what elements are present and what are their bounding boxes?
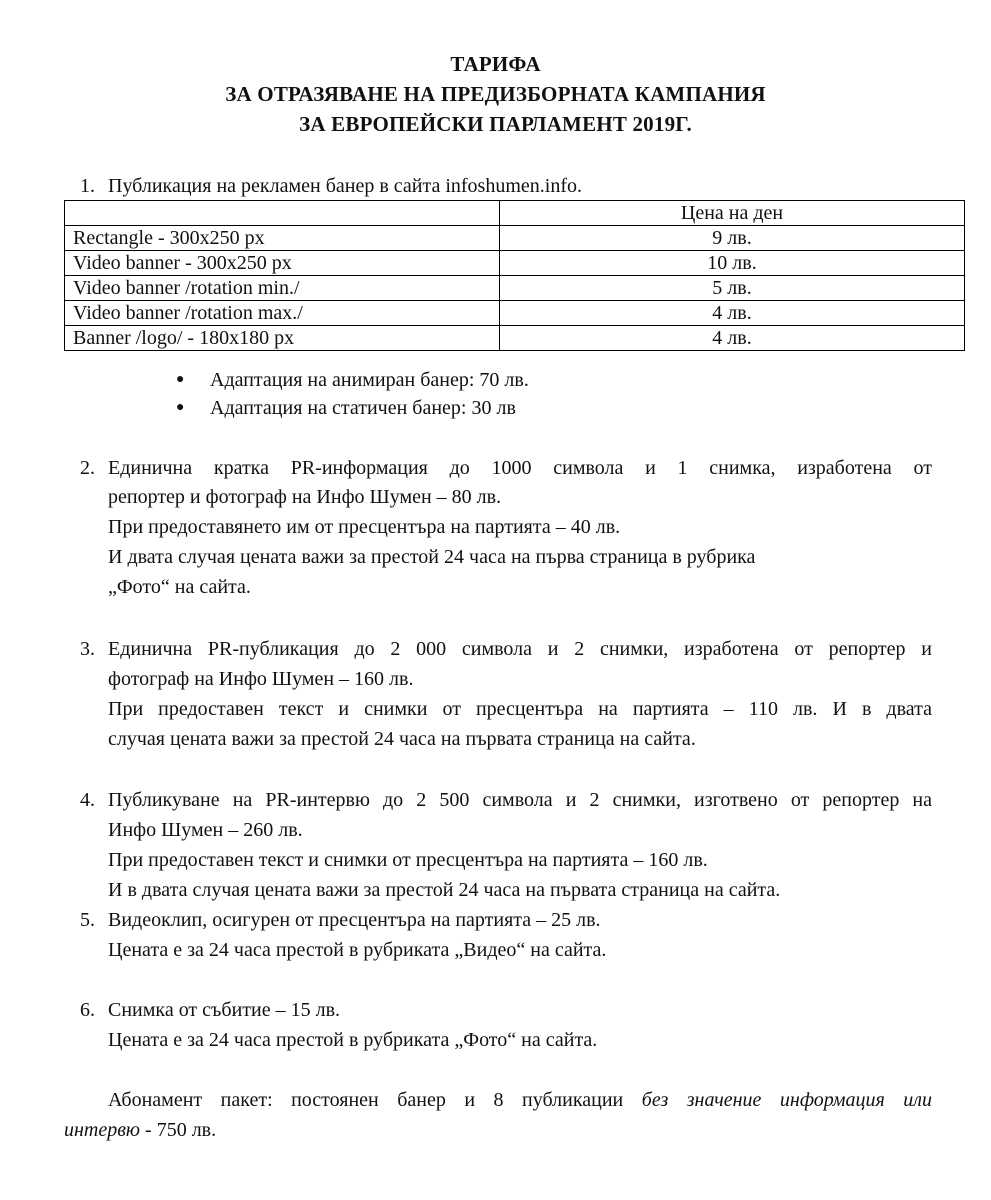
table-cell-name: Video banner /rotation min./ xyxy=(65,276,500,301)
item-5-line: Цената е за 24 часа престой в рубриката „Видео“ на сайта. xyxy=(108,939,607,961)
item-2-line: Единична кратка PR-информация до 1000 символа и 1 снимка, изработена от xyxy=(108,457,932,479)
subscription-text-italic: без значение информация или xyxy=(641,1089,933,1111)
item-4-line: Инфо Шумен – 260 лв. xyxy=(108,819,303,841)
bullet-item: Адаптация на статичен банер: 30 лв xyxy=(210,397,516,419)
item-number-3: 3. xyxy=(80,638,95,660)
price-table xyxy=(64,200,965,351)
table-cell-price: 5 лв. xyxy=(500,276,965,301)
bullet-icon: ● xyxy=(176,372,185,387)
item-number-4: 4. xyxy=(80,789,95,811)
table-cell-price: 4 лв. xyxy=(500,326,965,351)
table-cell-price: 9 лв. xyxy=(500,226,965,251)
item-3-line: При предоставен текст и снимки от пресцентъра на партията – 110 лв. И в двата xyxy=(108,698,932,720)
table-cell-name: Video banner - 300x250 px xyxy=(65,251,500,276)
subscription-price: - 750 лв. xyxy=(140,1119,217,1141)
item-2-line: репортер и фотограф на Инфо Шумен – 80 лв. xyxy=(108,486,502,508)
item-1-text: Публикация на рекламен банер в сайта infoshumen.info. xyxy=(108,175,582,197)
item-4-line: При предоставен текст и снимки от пресцентъра на партията – 160 лв. xyxy=(108,849,708,871)
item-4-line: Публикуване на PR-интервю до 2 500 символа и 2 снимки, изготвено от репортер на xyxy=(108,789,932,811)
subscription-text-italic: интервю xyxy=(64,1119,141,1141)
item-number-6: 6. xyxy=(80,999,95,1021)
subscription-line-1 xyxy=(108,1086,932,1114)
bullet-icon: ● xyxy=(176,400,185,415)
table-row xyxy=(65,226,965,251)
item-2-line: И двата случая цената важи за престой 24 часа на първа страница в рубрика xyxy=(108,546,756,568)
table-cell-name: Video banner /rotation max./ xyxy=(65,301,500,326)
item-6-line: Цената е за 24 часа престой в рубриката „Фото“ на сайта. xyxy=(108,1029,598,1051)
item-number-2: 2. xyxy=(80,457,95,479)
item-3-line: Единична PR-публикация до 2 000 символа и 2 снимки, изработена от репортер и xyxy=(108,638,932,660)
table-row xyxy=(65,301,965,326)
item-4-line: И в двата случая цената важи за престой 24 часа на първата страница на сайта. xyxy=(108,879,781,901)
item-3-line: случая цената важи за престой 24 часа на първата страница на сайта. xyxy=(108,728,696,750)
table-cell-price: 4 лв. xyxy=(500,301,965,326)
table-row xyxy=(65,276,965,301)
item-3-line: фотограф на Инфо Шумен – 160 лв. xyxy=(108,668,414,690)
table-header-row xyxy=(65,201,965,226)
item-2-line: При предоставянето им от пресцентъра на партията – 40 лв. xyxy=(108,516,621,538)
doc-subtitle-2: ЗА ЕВРОПЕЙСКИ ПАРЛАМЕНТ 2019Г. xyxy=(299,112,692,136)
item-number-1: 1. xyxy=(80,175,95,197)
bullet-item: Адаптация на анимиран банер: 70 лв. xyxy=(210,369,529,391)
subscription-text: Абонамент пакет: постоянен банер и 8 публикации xyxy=(108,1089,624,1111)
table-header-cell: Цена на ден xyxy=(500,201,965,226)
item-6-line: Снимка от събитие – 15 лв. xyxy=(108,999,341,1021)
doc-title: ТАРИФА xyxy=(450,52,541,76)
table-header-cell xyxy=(65,201,500,226)
item-5-line: Видеоклип, осигурен от пресцентъра на партията – 25 лв. xyxy=(108,909,601,931)
item-number-5: 5. xyxy=(80,909,95,931)
table-cell-name: Banner /logo/ - 180x180 px xyxy=(65,326,500,351)
table-row xyxy=(65,326,965,351)
subscription-line-2 xyxy=(64,1116,216,1144)
table-cell-name: Rectangle - 300x250 px xyxy=(65,226,500,251)
item-2-line: „Фото“ на сайта. xyxy=(108,576,251,598)
doc-subtitle-1: ЗА ОТРАЗЯВАНЕ НА ПРЕДИЗБОРНАТА КАМПАНИЯ xyxy=(225,82,766,106)
table-cell-price: 10 лв. xyxy=(500,251,965,276)
table-row xyxy=(65,251,965,276)
